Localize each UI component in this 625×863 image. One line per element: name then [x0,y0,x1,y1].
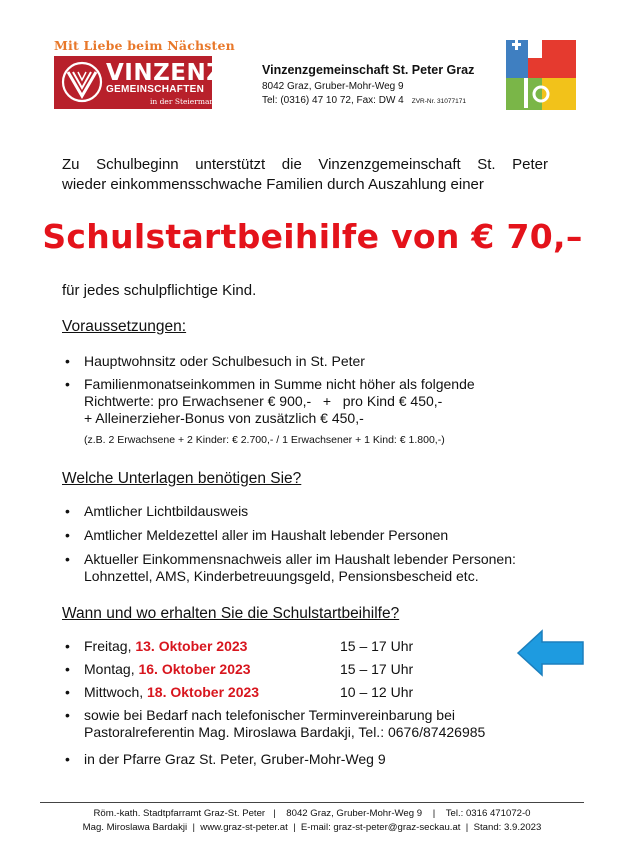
intro-line-1: Zu Schulbeginn unterstützt die Vinzenzgemeinschaft St. Peter [62,156,548,173]
list-item: • in der Pfarre Graz St. Peter, Gruber-Mohr-Weg 9 [62,751,582,768]
logo-title: VINZENZ [106,60,224,86]
org-zvr: ZVR-Nr. 31077171 [411,98,466,105]
schedule-title: Wann und wo erhalten Sie die Schulstartbeihilfe? [62,605,400,622]
org-tel: Tel: (0316) 47 10 72, Fax: DW 4 [262,95,404,106]
requirements-list [62,353,562,449]
list-item: • Hauptwohnsitz oder Schulbesuch in St. Peter [62,353,562,370]
schedule-row: • Mittwoch, 18. Oktober 2023 10 – 12 Uhr [62,684,582,701]
arrow-left-icon [516,628,586,678]
org-name: Vinzenzgemeinschaft St. Peter Graz [262,63,475,77]
footer-line-2: Mag. Miroslawa Bardakji | www.graz-st-peter.at | E-mail: graz-st-peter@graz-seckau.at | Stand: 3.9.2023 [82,822,542,833]
vinzenz-emblem-icon [60,60,104,104]
list-item: • Familienmonatseinkommen in Summe nicht höher als folgende Richtwerte: pro Erwachsener € 900,- + pro Kind € 450,- + Alleinerzieher-Bonus von zusätzlich € 450,- (z.B. 2 Erwachsene + 2 Kinder: € 2.700,- / 1 Erwachsener + 1 Kind: € 1.800,-) [62,376,562,449]
org-contact [262,95,466,106]
schedule-list [62,638,582,768]
slogan: Mit Liebe beim Nächsten [54,38,235,53]
schedule-row: • Montag, 16. Oktober 2023 15 – 17 Uhr [62,661,582,678]
parish-mosaic-logo [506,40,576,110]
logo-region: in der Steiermark [150,97,218,106]
requirements-title: Voraussetzungen: [62,318,187,335]
footer-line-1: Röm.-kath. Stadtpfarramt Graz-St. Peter | 8042 Graz, Gruber-Mohr-Weg 9 | Tel.: 0316 471072-0 [93,808,531,819]
schedule-date: 13. Oktober 2023 [135,638,248,654]
schedule-date: 18. Oktober 2023 [147,684,260,700]
documents-list [62,503,582,585]
schedule-row: • Freitag, 13. Oktober 2023 15 – 17 Uhr [62,638,582,655]
list-item: • sowie bei Bedarf nach telefonischer Terminvereinbarung bei Pastoralreferentin Mag. Miroslawa Bardakji, Tel.: 0676/87426985 [62,707,582,741]
headline: Schulstartbeihilfe von € 70,– [42,217,583,256]
schedule-time: 15 – 17 Uhr [340,638,414,654]
org-address: 8042 Graz, Gruber-Mohr-Weg 9 [262,81,404,92]
intro-line-2: wieder einkommensschwache Familien durch Auszahlung einer [62,176,484,193]
documents-title: Welche Unterlagen benötigen Sie? [62,470,302,487]
schedule-date: 16. Oktober 2023 [138,661,251,677]
list-item: • Amtlicher Lichtbildausweis [62,503,582,520]
schedule-time: 15 – 17 Uhr [340,661,414,677]
list-item: • Amtlicher Meldezettel aller im Haushalt lebender Personen [62,527,582,544]
schedule-time: 10 – 12 Uhr [340,684,414,700]
per-child-text: für jedes schulpflichtige Kind. [62,282,257,299]
list-item: • Aktueller Einkommensnachweis aller im Haushalt lebender Personen: Lohnzettel, AMS, Kinderbetreuungsgeld, Pensionsbescheid etc. [62,551,582,585]
logo-subtitle: GEMEINSCHAFTEN [106,84,205,95]
footer-divider [40,802,584,803]
